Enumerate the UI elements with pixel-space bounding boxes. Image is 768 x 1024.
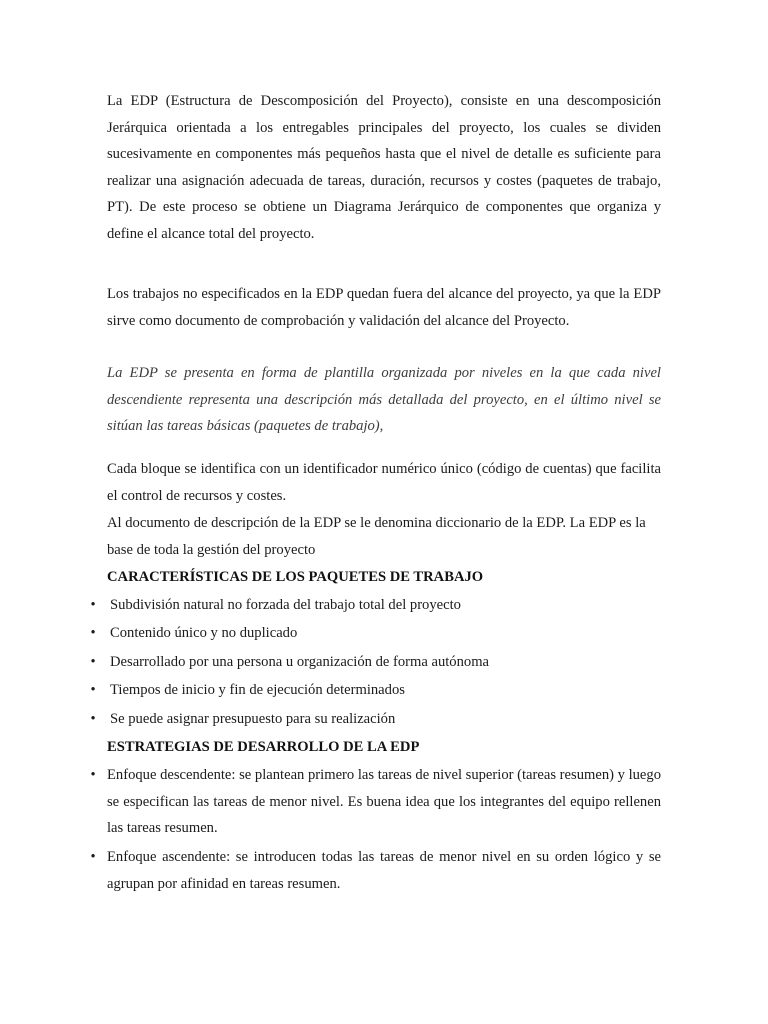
- bullet-icon: •: [90, 625, 96, 641]
- list-item-text: Subdivisión natural no forzada del trabajo total del proyecto: [110, 597, 461, 613]
- list-item-text: Tiempos de inicio y fin de ejecución determinados: [110, 682, 405, 698]
- list-item-text: Se puede asignar presupuesto para su realización: [110, 711, 396, 727]
- heading-edp-strategies: ESTRATEGIAS DE DESARROLLO DE LA EDP: [107, 739, 420, 755]
- list-item-text: Enfoque descendente: se plantean primero las tareas de nivel superior (tareas resumen) y luego se especifican las tareas de menor nivel. Es buena idea que los integrantes del equipo rellenen las tareas resumen.: [107, 767, 661, 836]
- paragraph-edp-definition: La EDP (Estructura de Descomposición del Proyecto), consiste en una descomposición Jerárquica orientada a los entregables principales del proyecto, los cuales se dividen sucesivamente en componentes más pequeños hasta que el nivel de detalle es suficiente para realizar una asignación adecuada de tareas, duración, recursos y costes (paquetes de trabajo, PT). De este proceso se obtiene un Diagrama Jerárquico de componentes que organiza y define el alcance total del proyecto.: [107, 93, 661, 242]
- list-item-text: Desarrollado por una persona u organización de forma autónoma: [110, 654, 490, 670]
- list-item: [88, 706, 661, 733]
- paragraph-template-levels: La EDP se presenta en forma de plantilla organizada por niveles en la que cada nivel descendiente representa una descripción más detallada del proyecto, en el último nivel se sitúan las tareas básicas (paquetes de trabajo),: [107, 365, 661, 434]
- bullet-icon: •: [90, 711, 96, 727]
- bullet-icon: •: [90, 597, 96, 613]
- list-item: [88, 592, 661, 619]
- bullet-icon: •: [90, 654, 96, 670]
- bullet-icon: •: [90, 767, 96, 783]
- paragraph-block-identifier: Cada bloque se identifica con un identificador numérico único (código de cuentas) que facilita el control de recursos y costes.: [107, 461, 661, 504]
- paragraph-scope: Los trabajos no especificados en la EDP quedan fuera del alcance del proyecto, ya que la EDP sirve como documento de comprobación y validación del alcance del Proyecto.: [107, 286, 661, 329]
- list-item: [88, 620, 661, 647]
- bullet-icon: •: [90, 682, 96, 698]
- bullet-icon: •: [90, 849, 96, 865]
- list-item-text: Enfoque ascendente: se introducen todas las tareas de menor nivel en su orden lógico y se agrupan por afinidad en tareas resumen.: [107, 849, 661, 892]
- list-item: [88, 677, 661, 704]
- list-item: [88, 844, 661, 897]
- paragraph-edp-dictionary: Al documento de descripción de la EDP se le denomina diccionario de la EDP. La EDP es la base de toda la gestión del proyecto: [107, 515, 646, 558]
- list-item: [88, 762, 661, 842]
- heading-work-package-characteristics: CARACTERÍSTICAS DE LOS PAQUETES DE TRABAJO: [107, 569, 484, 585]
- list-item: [88, 649, 661, 676]
- list-item-text: Contenido único y no duplicado: [110, 625, 298, 641]
